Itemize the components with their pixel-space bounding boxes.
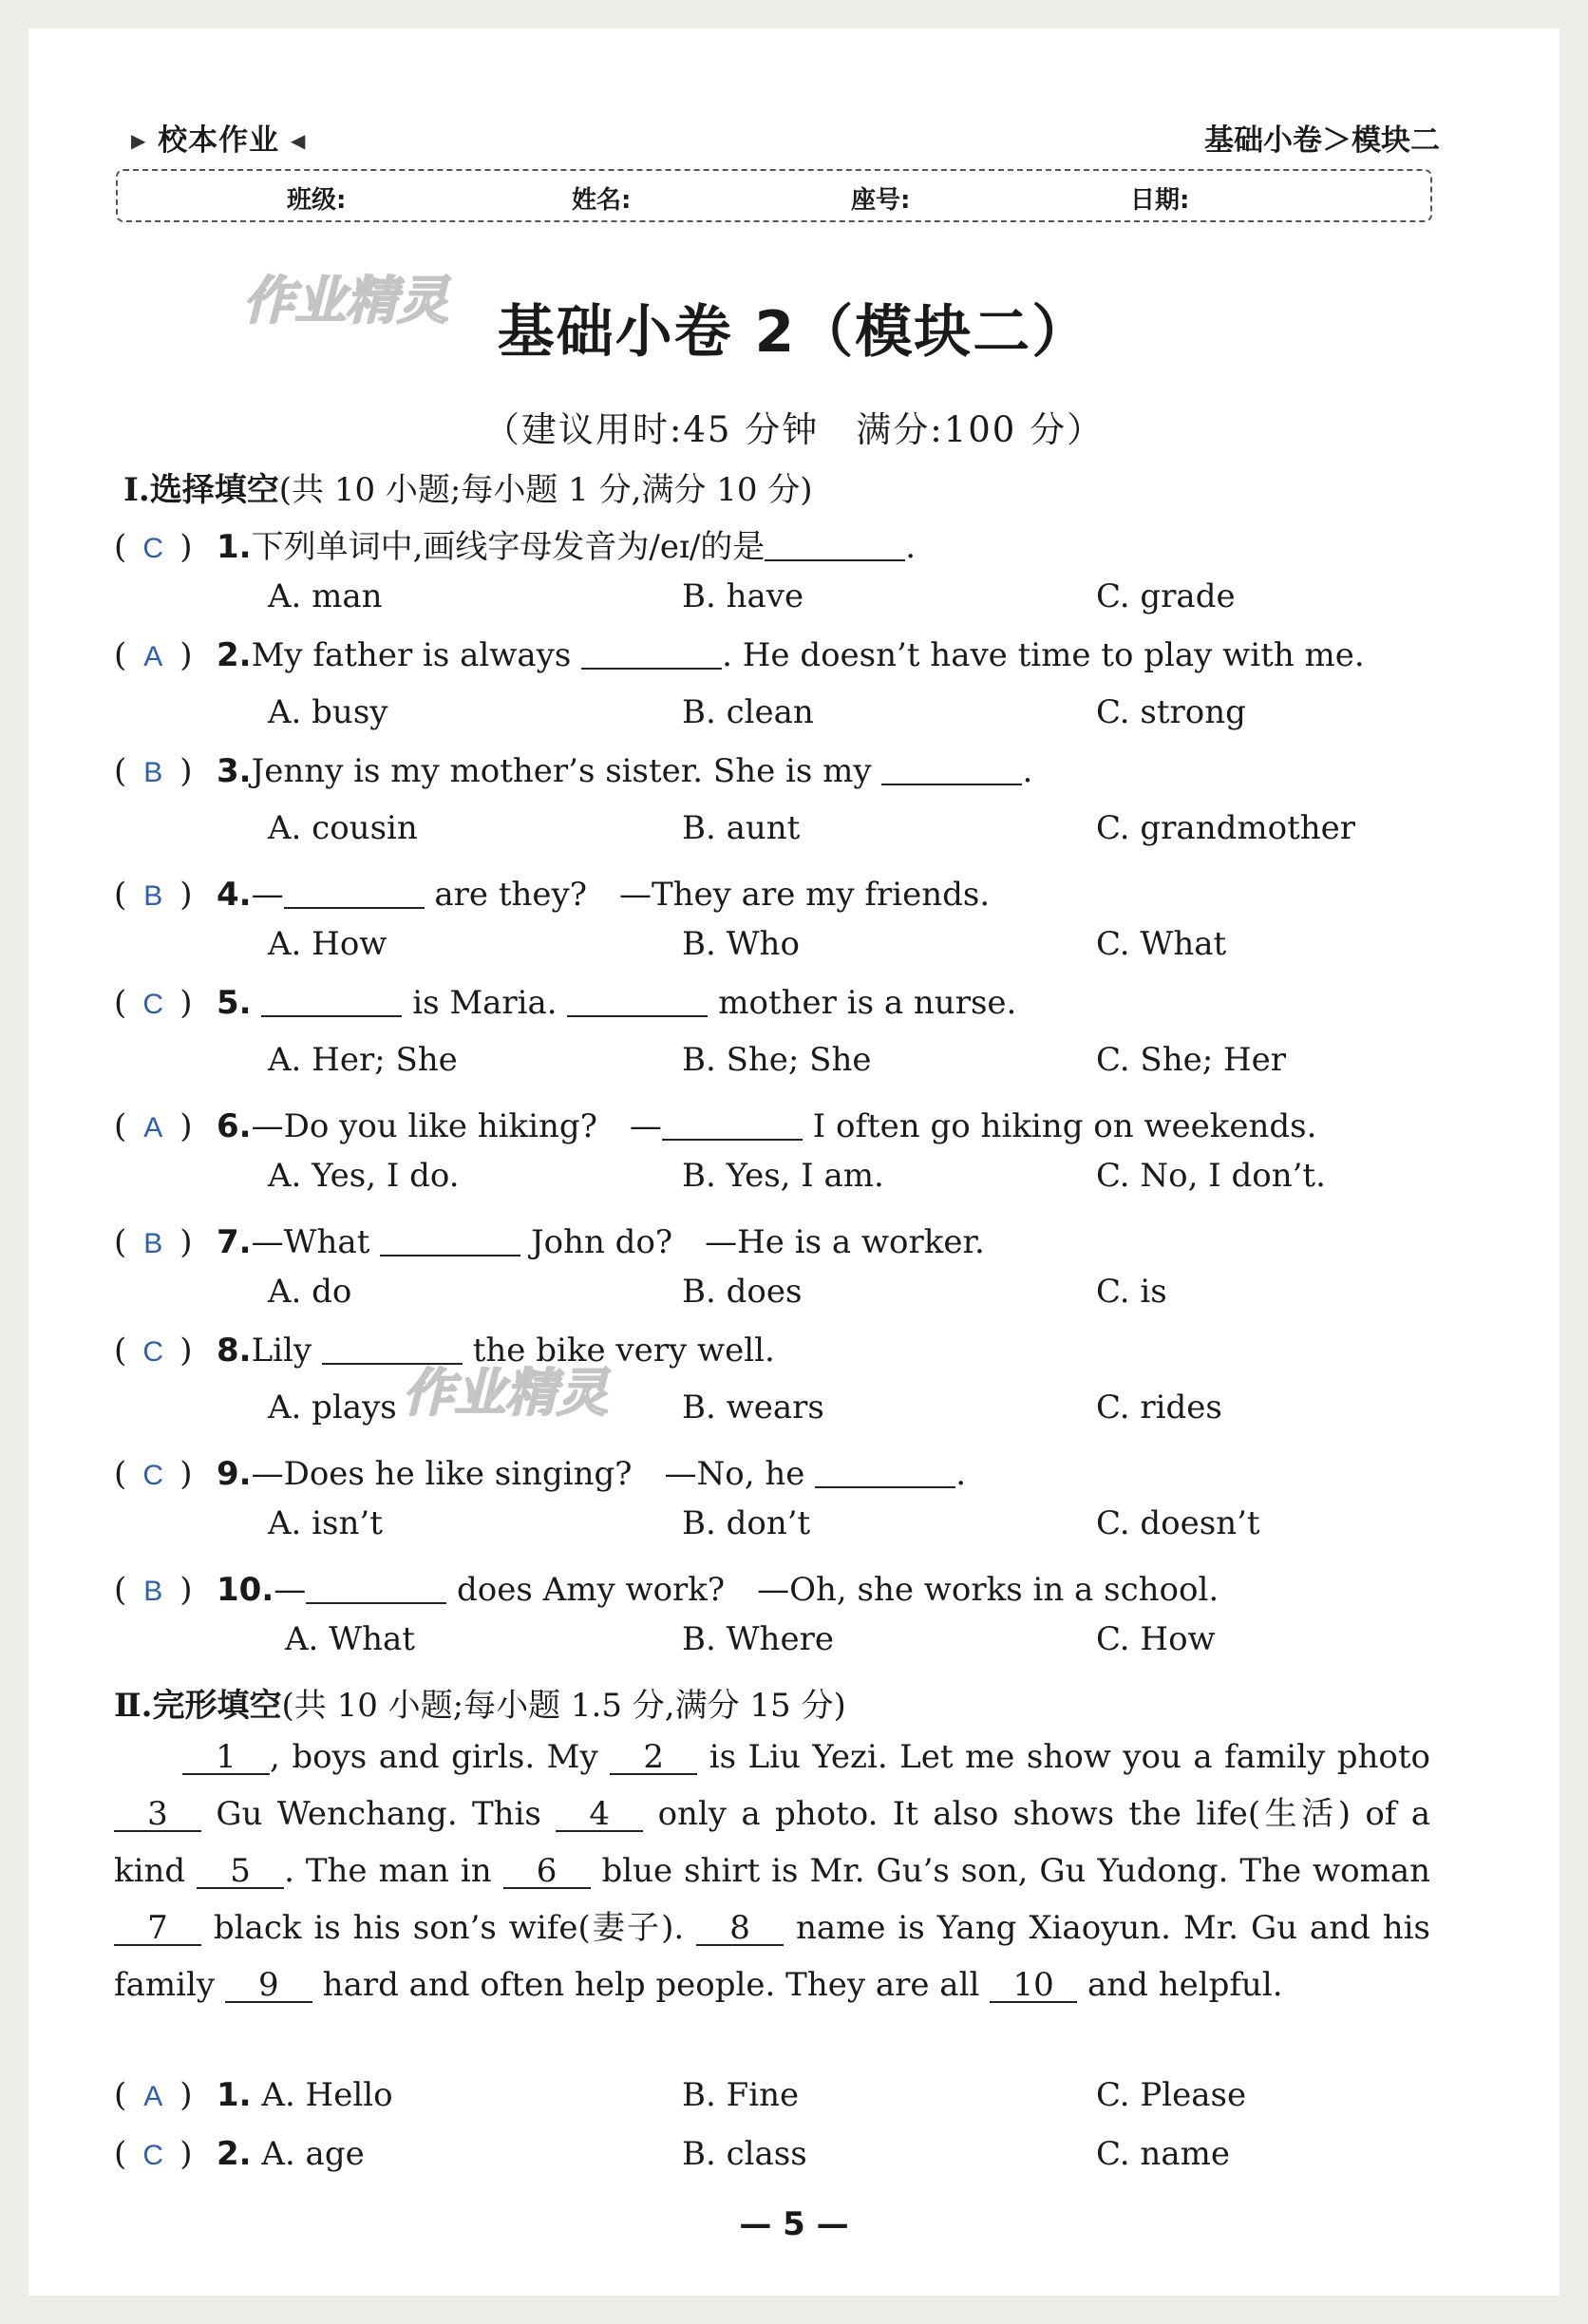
question-text-end: John do? —He is a worker. <box>520 1223 985 1261</box>
passage-blank-5[interactable]: 5 <box>197 1855 284 1889</box>
question-number: 2. <box>217 636 252 674</box>
option-b: B. class <box>682 2135 807 2173</box>
cloze-passage <box>114 1729 1430 2013</box>
answer-blank[interactable] <box>815 1458 955 1488</box>
cloze-answer-2: C <box>142 2140 164 2171</box>
header-right-label: 基础小卷＞模块二 <box>1204 123 1440 158</box>
question-text-end: mother is a nurse. <box>708 984 1017 1022</box>
option-b: B. does <box>682 1273 803 1311</box>
section1-note: (共 10 小题;每小题 1 分,满分 10 分) <box>278 471 813 509</box>
answer-blank[interactable] <box>881 755 1022 785</box>
option-a: A. plays <box>268 1389 397 1427</box>
option-b: B. She; She <box>682 1041 872 1079</box>
passage-text: and helpful. <box>1077 1966 1283 2004</box>
header-left <box>131 116 306 159</box>
question-1: ( C ) 1.下列单词中,画线字母发音为/eɪ/的是 . <box>114 528 917 566</box>
answer-blank[interactable] <box>261 987 402 1017</box>
cloze-answer-1: A <box>143 2081 163 2112</box>
option-c: C. doesn’t <box>1096 1504 1260 1542</box>
answer-blank[interactable] <box>284 879 425 909</box>
answer-3: B <box>143 757 163 788</box>
passage-blank-8[interactable]: 8 <box>696 1912 784 1946</box>
passage-blank-6[interactable]: 6 <box>503 1855 591 1889</box>
page-subtitle: （建议用时:45 分钟 满分:100 分） <box>483 409 1105 450</box>
question-text-end: . <box>1022 752 1033 790</box>
option-c: C. grade <box>1096 577 1236 615</box>
question-4: ( B ) 4.— are they? —They are my friends. <box>114 876 991 914</box>
option-b: B. Where <box>682 1620 834 1658</box>
question-number: 10. <box>217 1571 274 1609</box>
passage-text: hard and often help people. They are all <box>312 1966 991 2004</box>
option-a: A. man <box>268 577 383 615</box>
passage-blank-3[interactable]: 3 <box>114 1798 201 1832</box>
passage-text: name is Yang Xiaoyun. Mr. Gu and his family <box>114 1909 1431 2004</box>
option-b: B. Fine <box>682 2076 800 2114</box>
page-number: — 5 — <box>739 2205 849 2243</box>
name-field-label: 姓名: <box>572 186 632 215</box>
question-number: 1. <box>217 2076 252 2114</box>
question-number: 9. <box>217 1455 252 1493</box>
option-c: C. is <box>1096 1273 1167 1311</box>
option-c: C. She; Her <box>1096 1041 1287 1079</box>
right-triangle-icon: ▶ <box>131 129 147 152</box>
question-number: 4. <box>217 876 252 914</box>
option-b: B. Yes, I am. <box>682 1157 884 1195</box>
cloze-question-2: ( C ) 2. A. age <box>114 2135 365 2173</box>
passage-blank-2[interactable]: 2 <box>610 1741 697 1775</box>
cloze-question-1: ( A ) 1. A. Hello <box>114 2076 393 2114</box>
answer-blank[interactable] <box>306 1574 446 1604</box>
question-text-end: I often go hiking on weekends. <box>802 1107 1317 1145</box>
passage-blank-7[interactable]: 7 <box>114 1912 201 1946</box>
left-triangle-icon: ◀ <box>290 129 307 152</box>
question-2: ( A ) 2.My father is always . He doesn’t have time to play with me. <box>114 636 1365 674</box>
answer-blank[interactable] <box>380 1226 520 1256</box>
passage-text: black is his son’s wife(妻子). <box>201 1909 697 1947</box>
question-text: — <box>274 1571 307 1609</box>
question-10: ( B ) 10.— does Amy work? —Oh, she works in a school. <box>114 1571 1219 1609</box>
question-text-mid: is Maria. <box>402 984 558 1022</box>
date-field-label: 日期: <box>1130 186 1190 215</box>
answer-5: C <box>142 989 164 1020</box>
seat-field-label: 座号: <box>851 186 911 215</box>
question-5: ( C ) 5. is Maria. mother is a nurse. <box>114 984 1017 1022</box>
passage-text: . The man in <box>284 1852 503 1890</box>
option-c: C. No, I don’t. <box>1096 1157 1326 1195</box>
option-a: A. Her; She <box>268 1041 458 1079</box>
option-a: A. How <box>268 925 388 963</box>
answer-blank[interactable] <box>662 1110 803 1141</box>
question-9: ( C ) 9.—Does he like singing? —No, he . <box>114 1455 967 1493</box>
option-b: B. clean <box>682 693 814 731</box>
watermark-middle: 作业精灵 <box>403 1363 608 1423</box>
option-b: B. don’t <box>682 1504 811 1542</box>
question-number: 2. <box>217 2135 252 2173</box>
answer-10: B <box>143 1576 163 1607</box>
option-b: B. aunt <box>682 809 801 847</box>
answer-9: C <box>142 1460 164 1491</box>
option-a: A. Yes, I do. <box>268 1157 460 1195</box>
question-number: 5. <box>217 984 252 1022</box>
question-text: —Does he like singing? —No, he <box>251 1455 805 1493</box>
answer-1: C <box>142 533 164 564</box>
class-field-label: 班级: <box>287 186 347 215</box>
option-c: C. strong <box>1096 693 1246 731</box>
question-3: ( B ) 3.Jenny is my mother’s sister. She is my . <box>114 752 1033 790</box>
section1-heading: Ⅰ.选择填空 <box>123 471 279 509</box>
option-a: A. isn’t <box>268 1504 383 1542</box>
question-text: 下列单词中,画线字母发音为/eɪ/的是 <box>251 528 766 566</box>
answer-blank[interactable] <box>322 1334 463 1365</box>
passage-text: Gu Wenchang. This <box>201 1795 557 1833</box>
answer-4: B <box>143 880 163 912</box>
passage-text: , boys and girls. My <box>270 1738 611 1776</box>
question-text-end: the bike very well. <box>462 1332 775 1370</box>
question-6: ( A ) 6.—Do you like hiking? — I often go hiking on weekends. <box>114 1107 1317 1145</box>
answer-2: A <box>143 641 163 672</box>
option-b: B. Who <box>682 925 800 963</box>
question-text-end: . <box>905 528 917 566</box>
option-a: A. do <box>268 1273 352 1311</box>
question-text: — <box>251 876 284 914</box>
student-info-box <box>116 169 1432 222</box>
question-number: 3. <box>217 752 252 790</box>
question-text-end: . <box>955 1455 967 1493</box>
option-c: C. Please <box>1096 2076 1247 2114</box>
worksheet-page <box>28 28 1560 2296</box>
answer-7: B <box>143 1228 163 1259</box>
option-a: A. cousin <box>268 809 418 847</box>
answer-8: C <box>142 1336 164 1368</box>
passage-text: only a photo. It also shows the life(生活) of a kind <box>114 1795 1431 1890</box>
option-c: C. rides <box>1096 1389 1222 1427</box>
passage-text: is Liu Yezi. Let me show you a family photo <box>697 1738 1430 1776</box>
question-text-end: does Amy work? —Oh, she works in a school. <box>446 1571 1219 1609</box>
answer-6: A <box>143 1112 163 1143</box>
question-text: My father is always <box>251 636 572 674</box>
section2-note: (共 10 小题;每小题 1.5 分,满分 15 分) <box>281 1687 846 1725</box>
option-c: C. grandmother <box>1096 809 1356 847</box>
passage-blank-10[interactable]: 10 <box>990 1969 1077 2003</box>
question-text-end: are they? —They are my friends. <box>424 876 991 914</box>
question-number: 8. <box>217 1332 252 1370</box>
answer-blank[interactable] <box>581 639 722 670</box>
page-title: 基础小卷 2（模块二） <box>497 299 1091 366</box>
question-text: —Do you like hiking? — <box>251 1107 662 1145</box>
question-7: ( B ) 7.—What John do? —He is a worker. <box>114 1223 985 1261</box>
header-left-label: 校本作业 <box>158 123 280 158</box>
option-b: B. wears <box>682 1389 824 1427</box>
option-a: A. Hello <box>261 2076 393 2114</box>
passage-blank-1[interactable]: 1 <box>182 1741 270 1775</box>
question-text-end: . He doesn’t have time to play with me. <box>722 636 1365 674</box>
watermark-top: 作业精灵 <box>243 271 448 331</box>
passage-text: blue shirt is Mr. Gu’s son, Gu Yudong. The woman <box>590 1852 1431 1890</box>
option-a: A. busy <box>268 693 388 731</box>
question-number: 6. <box>217 1107 252 1145</box>
question-text: —What <box>251 1223 370 1261</box>
passage-blank-9[interactable]: 9 <box>225 1969 312 2003</box>
option-c: C. name <box>1096 2135 1230 2173</box>
question-number: 7. <box>217 1223 252 1261</box>
passage-blank-4[interactable]: 4 <box>556 1798 643 1832</box>
answer-blank[interactable] <box>567 987 708 1017</box>
answer-blank[interactable] <box>765 531 905 561</box>
option-c: C. What <box>1096 925 1227 963</box>
question-text: Jenny is my mother’s sister. She is my <box>251 752 872 790</box>
section1-title <box>123 463 813 510</box>
section2-title <box>114 1679 846 1726</box>
option-a: A. What <box>285 1620 415 1658</box>
section2-heading: Ⅱ.完形填空 <box>114 1687 282 1725</box>
option-c: C. How <box>1096 1620 1216 1658</box>
option-b: B. have <box>682 577 804 615</box>
option-a: A. age <box>261 2135 365 2173</box>
question-number: 1. <box>217 528 252 566</box>
question-8: ( C ) 8.Lily the bike very well. <box>114 1332 775 1370</box>
question-text: Lily <box>251 1332 312 1370</box>
